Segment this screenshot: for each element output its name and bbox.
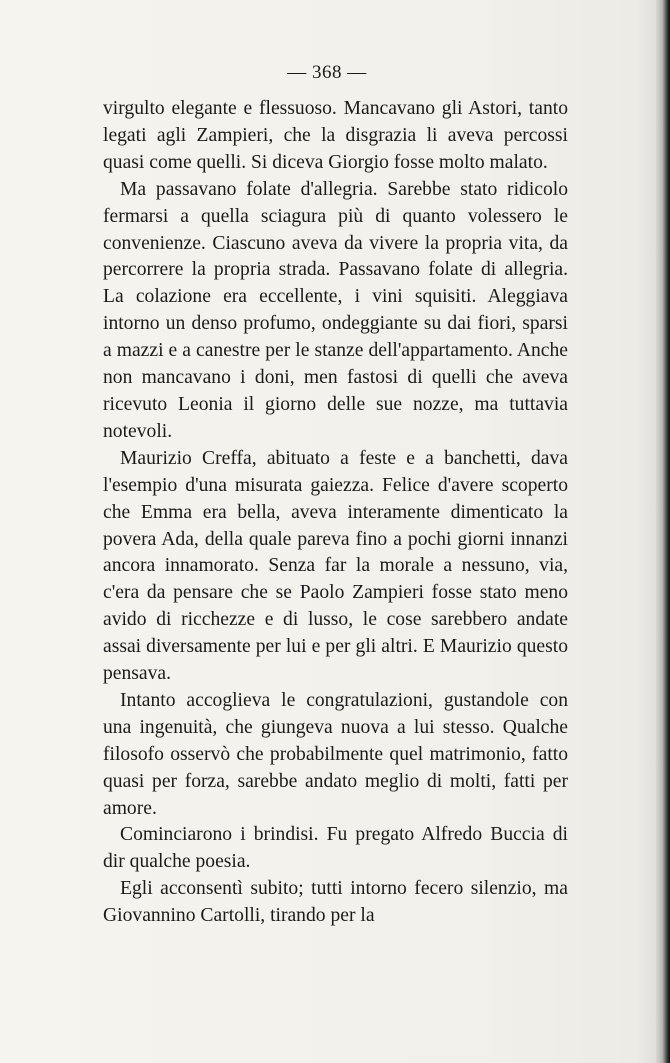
page-edge-shadow [656, 0, 670, 1063]
paragraph-5: Cominciarono i brindisi. Fu pregato Alfredo Buccia di dir qualche poesia. [103, 824, 568, 873]
paragraph-6: Egli acconsentì subito; tutti intorno fecero silenzio, ma Giovannino Cartolli, tirando per la [103, 878, 568, 927]
page-number: — 368 — [287, 62, 367, 83]
paragraph-2: Ma passavano folate d'allegria. Sarebbe stato ridicolo fermarsi a quella sciagura più di quanto volessero le convenienze. Ciascuno aveva da vivere la propria vita, da percorrere la propria strada. Passavano folate di allegria. La colazione era eccellente, i vini squisiti. Aleggiava intorno un denso profumo, ondeggiante su dai fiori, sparsi a mazzi e a canestre per le stanze dell'appartamento. Anche non mancavano i doni, men fastosi di quelli che aveva ricevuto Leonia il giorno delle sue nozze, ma tuttavia notevoli. [103, 178, 568, 442]
page-body [103, 96, 568, 930]
paragraph-1: virgulto elegante e flessuoso. Mancavano gli Astori, tanto legati agli Zampieri, che la disgrazia li aveva percossi quasi come quelli. Si diceva Giorgio fosse molto malato. [103, 98, 568, 173]
paragraph-3: Maurizio Creffa, abituato a feste e a banchetti, dava l'esempio d'una misurata gaiezza. Felice d'avere scoperto che Emma era bella, aveva interamente dimenticato la povera Ada, della quale pareva fino a pochi giorni innanzi ancora innamorato. Senza far la morale a nessuno, via, c'era da pensare che se Paolo Zampieri fosse stato meno avido di ricchezze e di lusso, le cose sarebbero andate assai diversamente per lui e per gli altri. E Maurizio questo pensava. [103, 447, 568, 685]
paragraph-4: Intanto accoglieva le congratulazioni, gustandole con una ingenuità, che giungeva nuova a lui stesso. Qualche filosofo osservò che probabilmente quel matrimonio, fatto quasi per forza, sarebbe andato meglio di molti, fatti per amore. [103, 689, 568, 819]
